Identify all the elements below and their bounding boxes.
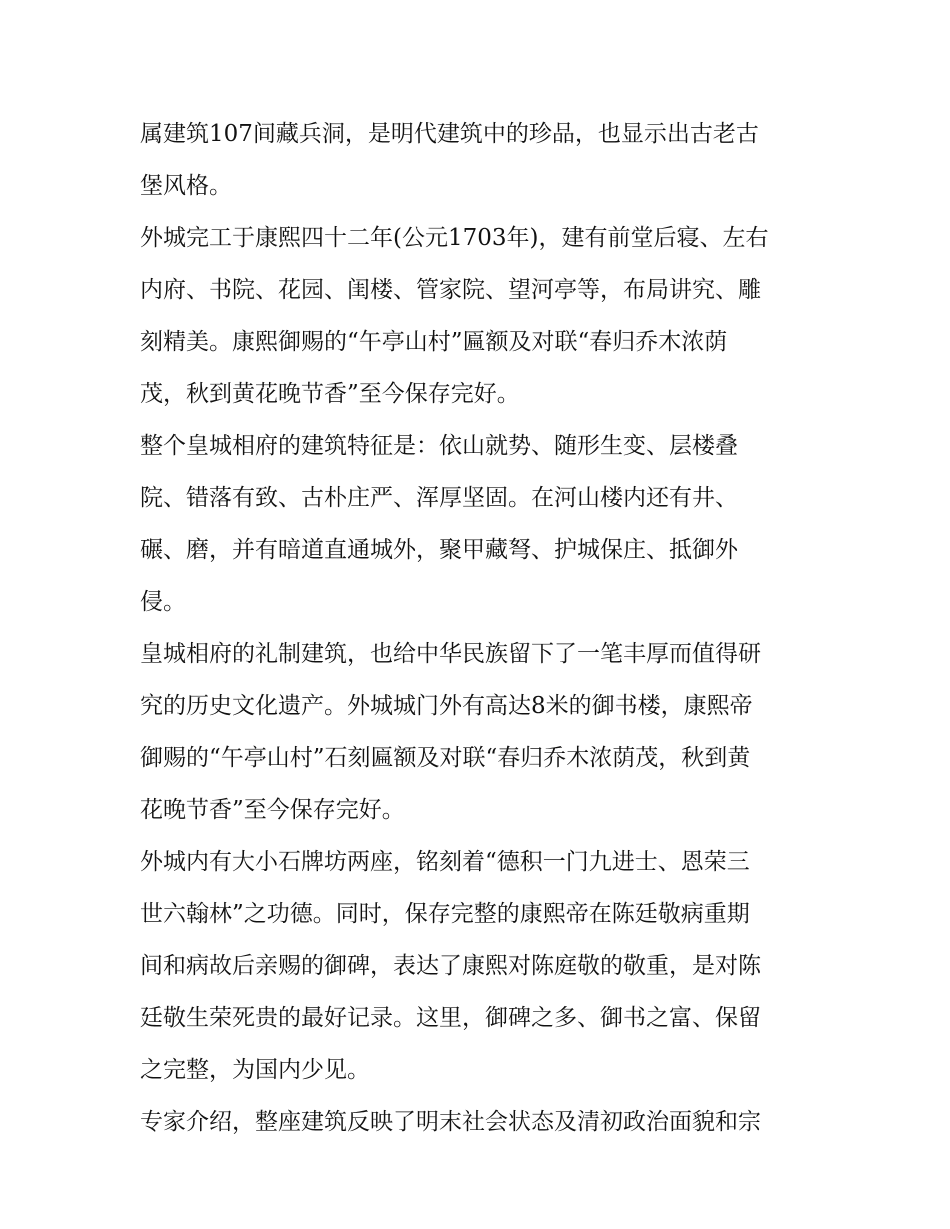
text-line: 究的历史文化遗产。外城城门外有高达8米的御书楼，康熙帝	[140, 693, 753, 719]
text-line: 侵。	[140, 589, 186, 615]
text-line: 外城内有大小石牌坊两座，铭刻着“德积一门九进士、恩荣三	[140, 849, 750, 875]
text-line: 廷敬生荣死贵的最好记录。这里，御碑之多、御书之富、保留	[140, 1005, 761, 1031]
text-line: 茂，秋到黄花晚节香”至今保存完好。	[140, 381, 520, 407]
text-line: 御赐的“午亭山村”石刻匾额及对联“春归乔木浓荫茂，秋到黄	[140, 745, 751, 771]
text-line: 皇城相府的礼制建筑，也给中华民族留下了一笔丰厚而值得研	[140, 641, 761, 667]
text-line: 院、错落有致、古朴庄严、浑厚坚固。在河山楼内还有井、	[140, 485, 738, 511]
text-line: 内府、书院、花园、闺楼、管家院、望河亭等，布局讲究、雕	[140, 277, 761, 303]
text-line: 外城完工于康熙四十二年(公元1703年)，建有前堂后寝、左右	[140, 225, 769, 251]
text-line: 专家介绍，整座建筑反映了明末社会状态及清初政治面貌和宗	[140, 1109, 761, 1135]
text-line: 堡风格。	[140, 173, 232, 199]
text-line: 之完整，为国内少见。	[140, 1057, 370, 1083]
text-line: 间和病故后亲赐的御碑，表达了康熙对陈庭敬的敬重，是对陈	[140, 953, 761, 979]
text-line: 刻精美。康熙御赐的“午亭山村”匾额及对联“春归乔木浓荫	[140, 329, 728, 355]
text-line: 属建筑107间藏兵洞，是明代建筑中的珍品，也显示出古老古	[140, 121, 759, 147]
text-line: 花晚节香”至今保存完好。	[140, 797, 405, 823]
text-line: 整个皇城相府的建筑特征是：依山就势、随形生变、层楼叠	[140, 433, 738, 459]
text-line: 碾、磨，并有暗道直通城外，聚甲藏弩、护城保庄、抵御外	[140, 537, 738, 563]
document-body	[140, 108, 812, 1148]
text-line: 世六翰林”之功德。同时，保存完整的康熙帝在陈廷敬病重期	[140, 901, 750, 927]
